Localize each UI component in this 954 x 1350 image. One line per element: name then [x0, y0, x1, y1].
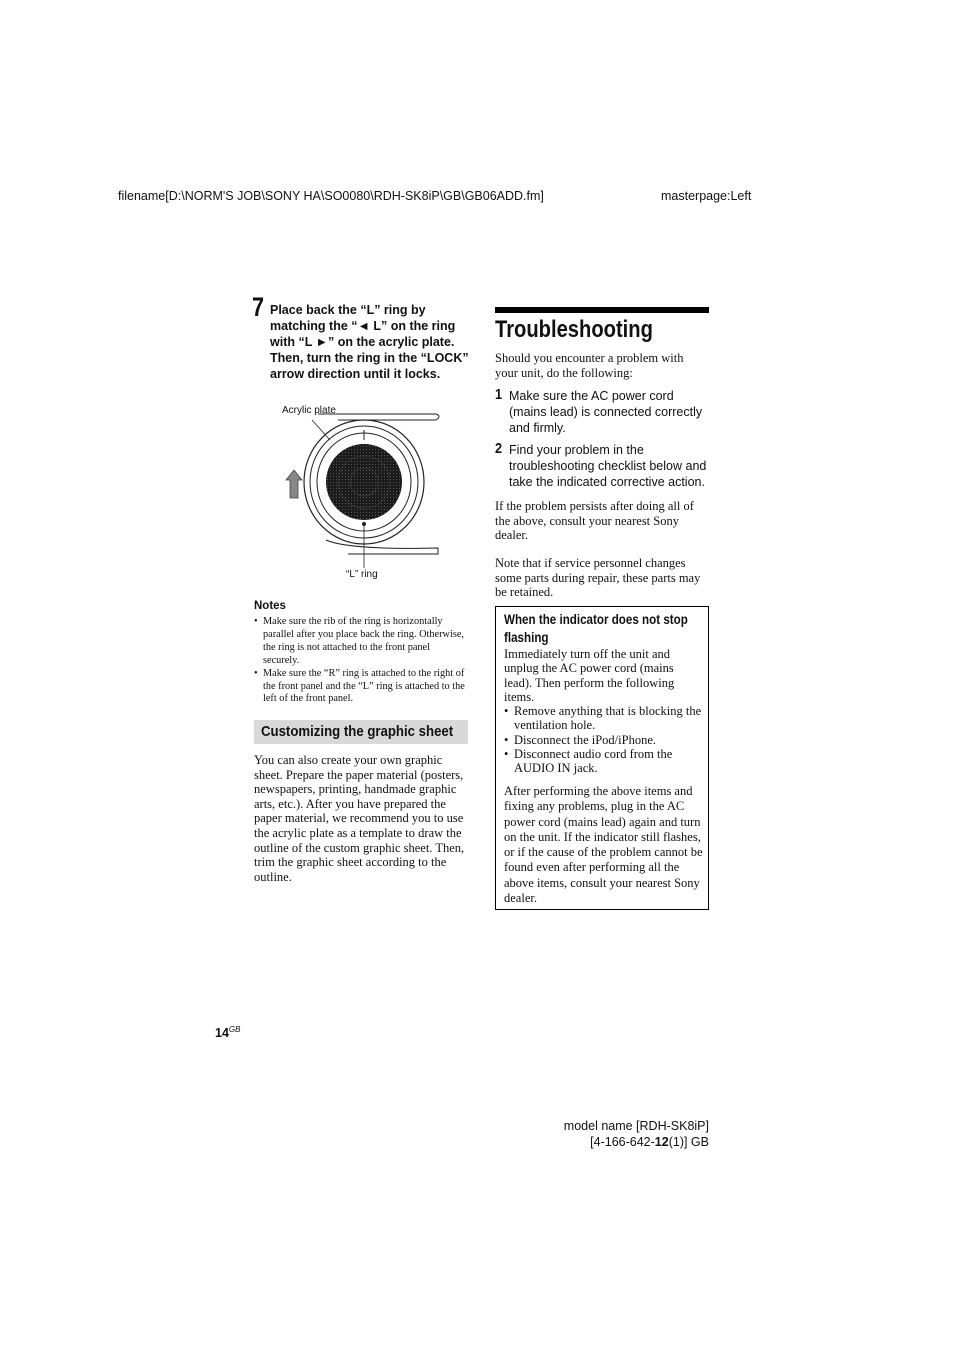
persist-paragraph: If the problem persists after doing all of the above, consult your nearest Sony dealer.	[495, 499, 694, 543]
page-number	[215, 1025, 240, 1040]
part-number-bold: 12	[654, 1135, 669, 1149]
list-item: • Disconnect audio cord from the AUDIO IN jack.	[504, 747, 704, 776]
note-item: • Make sure the rib of the ring is horizontally parallel after you place back the ring. Otherwise, the ring is not attached to the front panel securely.	[254, 616, 468, 668]
customizing-heading-bar	[254, 720, 468, 744]
l-ring-label: “L” ring	[346, 569, 378, 580]
acrylic-leader	[312, 420, 330, 440]
speaker-mesh	[326, 444, 402, 520]
acrylic-plate-label: Acrylic plate	[282, 405, 336, 416]
panel-top-edge	[318, 414, 439, 420]
customizing-heading: Customizing the graphic sheet	[261, 723, 454, 740]
part-number-prefix: [4-166-642-	[590, 1135, 655, 1149]
panel-bottom-edge	[326, 540, 438, 554]
indicator-box-list	[504, 704, 704, 775]
list-item: • Remove anything that is blocking the ventilation hole.	[504, 704, 704, 733]
part-number	[590, 1135, 709, 1149]
part-number-suffix: (1)] GB	[668, 1135, 709, 1149]
notes-heading: Notes	[254, 600, 286, 612]
indicator-box-after: After performing the above items and fixing any problems, plug in the AC power cord (mains lead) again and turn on the unit. If the indicator still flashes, or if the cause of the problem cannot be found even after performing all the above items, consult your nearest Sony dealer.	[504, 784, 703, 906]
notes-list	[254, 616, 468, 706]
model-name: model name [RDH-SK8iP]	[563, 1119, 709, 1133]
step-7-number: 7	[252, 292, 265, 322]
indicator-box-intro: Immediately turn off the unit and unplug the AC power cord (mains lead). Then perform the following items.	[504, 647, 675, 704]
step-7-text: Place back the “L” ring by matching the “◄ L” on the ring with “L ►” on the acrylic plate. Then, turn the ring in the “LOCK” arrow direction until it locks.	[270, 303, 469, 381]
page-number-suffix: GB	[228, 1025, 241, 1034]
section-rule	[495, 307, 709, 313]
alignment-dot	[362, 522, 366, 526]
customizing-body: You can also create your own graphic sheet. Prepare the paper material (posters, newspapers, printing, handmade graphic arts, etc.). After you have prepared the paper material, we recommend you to use the acrylic plate as a template to draw the outline of the custom graphic sheet. Then, trim the graphic sheet according to the outline.	[254, 753, 465, 884]
list-item: • Disconnect the iPod/iPhone.	[504, 733, 704, 747]
ring-diagram-svg	[278, 400, 444, 585]
step-1-number: 1	[495, 386, 503, 403]
header-masterpage: masterpage:Left	[661, 189, 752, 203]
service-note-paragraph: Note that if service personnel changes some parts during repair, these parts may be retained.	[495, 556, 701, 600]
step-2-text: Find your problem in the troubleshooting checklist below and take the indicated corrective action.	[509, 443, 707, 489]
page-title: Troubleshooting	[495, 316, 653, 343]
page-number-value: 14	[215, 1026, 229, 1041]
step-1-text: Make sure the AC power cord (mains lead) is connected correctly and firmly.	[509, 389, 703, 435]
note-item: • Make sure the “R” ring is attached to the right of the front panel and the “L” ring is attached to the left of the front panel.	[254, 668, 468, 707]
ring-illustration	[278, 400, 444, 585]
step-2-number: 2	[495, 440, 503, 457]
troubleshooting-intro: Should you encounter a problem with your unit, do the following:	[495, 351, 684, 380]
lock-arrow-icon	[286, 470, 302, 498]
indicator-box-title: When the indicator does not stop flashing	[504, 612, 688, 645]
header-filename: filename[D:\NORM'S JOB\SONY HA\SO0080\RDH-SK8iP\GB\GB06ADD.fm]	[118, 189, 544, 203]
indicator-box	[495, 606, 709, 910]
